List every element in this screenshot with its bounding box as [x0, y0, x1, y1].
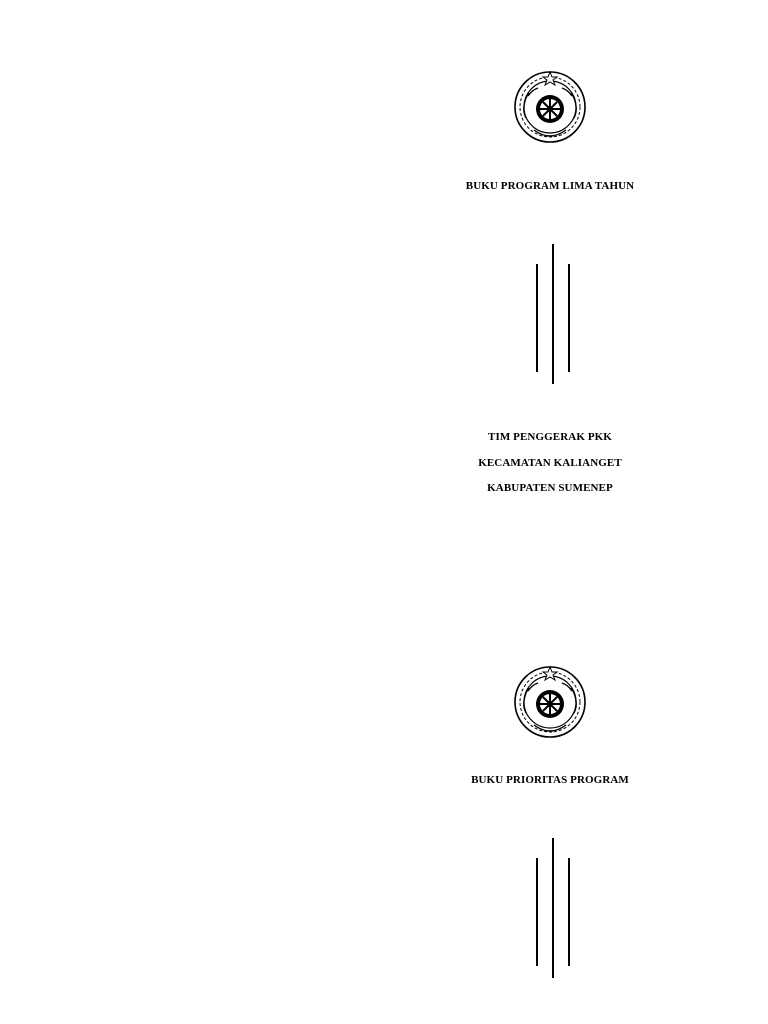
organization-name: TIM PENGGERAK PKK [488, 431, 612, 443]
emblem-graphic [512, 663, 588, 739]
right-line [568, 858, 570, 966]
left-line [536, 264, 538, 372]
regency-name: KABUPATEN SUMENEP [487, 482, 613, 494]
pkk-emblem-icon [512, 663, 588, 739]
right-line [568, 264, 570, 372]
pkk-emblem-icon [512, 68, 588, 144]
cover-two-title: BUKU PRIORITAS PROGRAM [471, 774, 629, 786]
center-line [552, 244, 554, 384]
left-line [536, 858, 538, 966]
cover-one-title: BUKU PROGRAM LIMA TAHUN [465, 180, 635, 192]
cover-two-divider-lines [532, 838, 572, 980]
subdistrict-name: KECAMATAN KALIANGET [478, 457, 622, 469]
emblem-graphic [512, 68, 588, 144]
cover-one-divider-lines [532, 244, 572, 386]
center-line [552, 838, 554, 978]
